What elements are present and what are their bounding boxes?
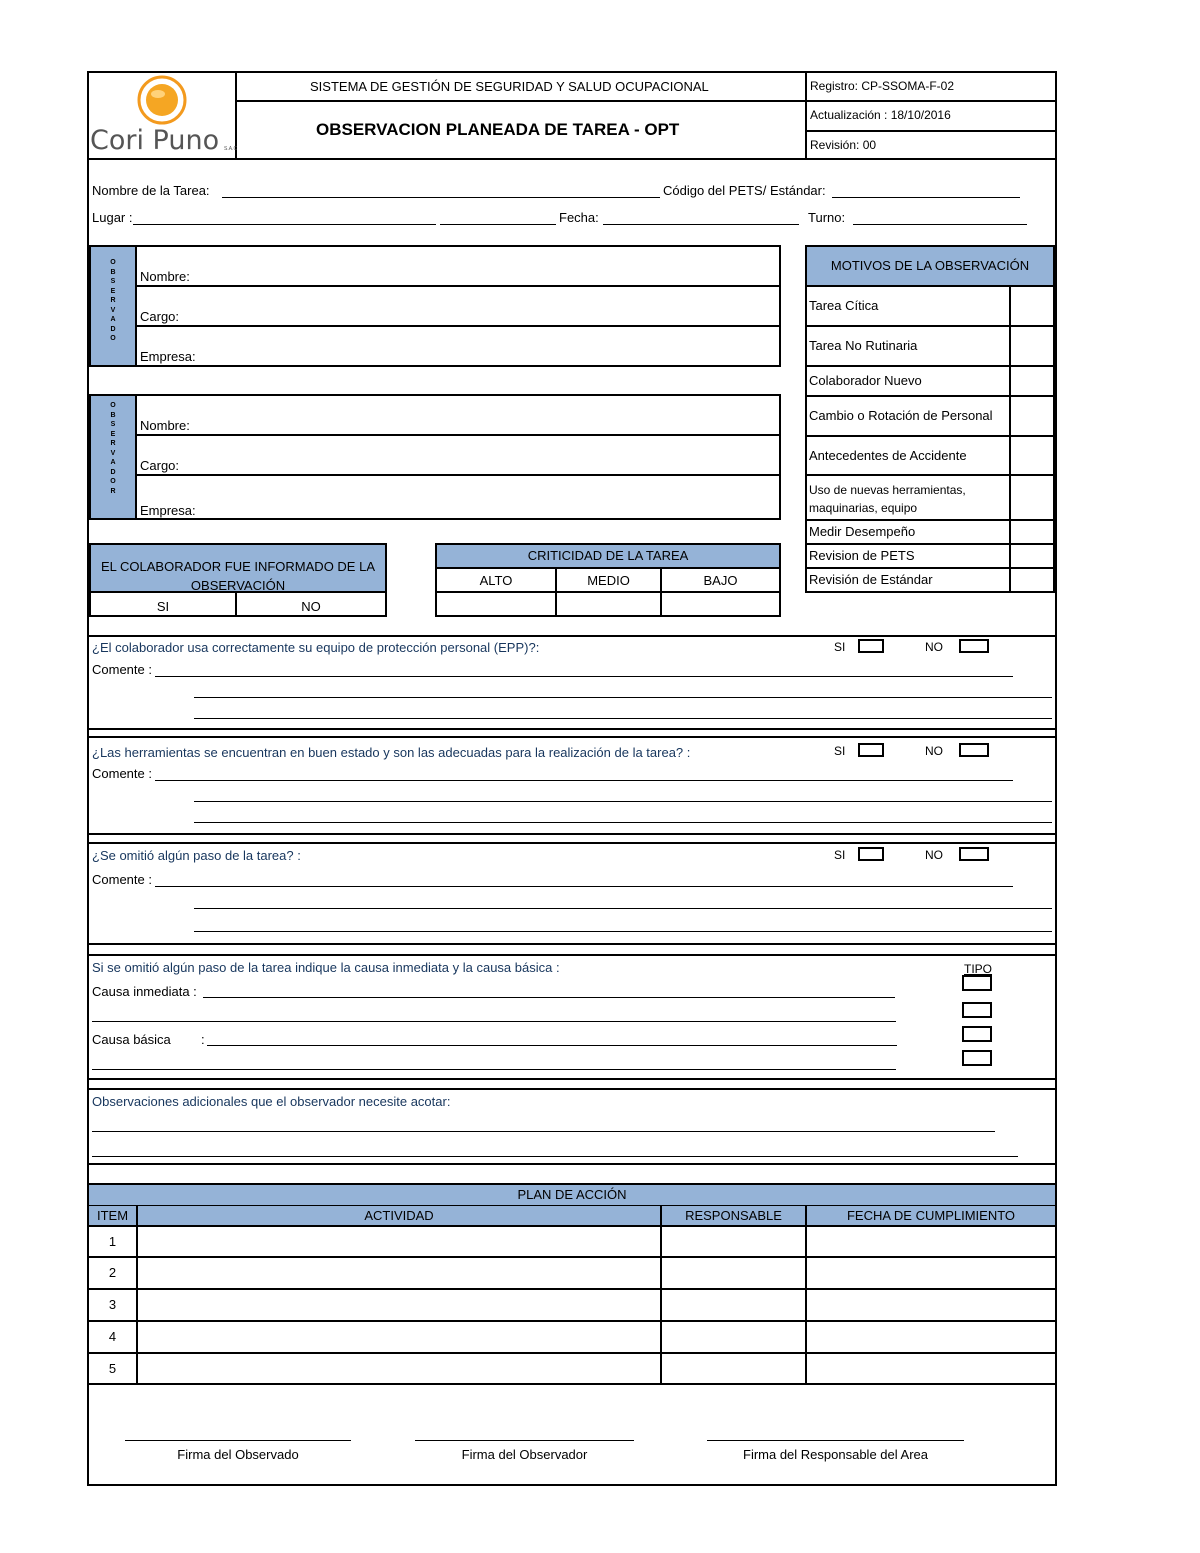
question-epp-no-checkbox[interactable] <box>959 639 989 653</box>
plan-col-responsable: RESPONSABLE <box>685 1208 782 1223</box>
tipo-checkbox[interactable] <box>962 975 992 991</box>
observador-empresa-label: Empresa: <box>140 503 196 518</box>
plan-title: PLAN DE ACCIÓN <box>517 1187 627 1202</box>
motivo-item: Antecedentes de Accidente <box>809 448 967 463</box>
causa-inmediata-line[interactable] <box>92 1021 896 1022</box>
divider <box>87 635 1057 637</box>
divider <box>235 100 1057 102</box>
divider <box>87 1256 1057 1258</box>
divider <box>805 395 1055 397</box>
comment-line[interactable] <box>155 886 1013 887</box>
pets-code-field[interactable] <box>832 197 1020 198</box>
question-omitted-si-label: SI <box>834 848 846 862</box>
criticidad-alto: ALTO <box>479 573 513 588</box>
question-tools: ¿Las herramientas se encuentran en buen estado y son las adecuadas para la realización de la tarea? : <box>92 745 691 760</box>
motivo-check-cell[interactable] <box>1012 368 1053 394</box>
observado-empresa-field[interactable] <box>200 330 775 362</box>
question-epp-si-checkbox[interactable] <box>858 639 884 653</box>
motivo-item: Tarea Cítica <box>809 298 879 313</box>
plan-col-actividad: ACTIVIDAD <box>364 1208 434 1223</box>
divider <box>805 567 1055 569</box>
motivo-item: Revision de PETS <box>809 548 915 563</box>
plan-actividad-cell[interactable] <box>140 1324 658 1350</box>
causa-basica-line[interactable] <box>207 1045 897 1046</box>
divider <box>87 1320 1057 1322</box>
causa-basica-line[interactable] <box>92 1069 896 1070</box>
causa-instruction: Si se omitió algún paso de la tarea indique la causa inmediata y la causa básica : <box>92 960 560 975</box>
question-omitted-no-checkbox[interactable] <box>959 847 989 861</box>
task-name-label: Nombre de la Tarea: <box>92 183 210 198</box>
plan-col-fecha: FECHA DE CUMPLIMIENTO <box>846 1208 1016 1223</box>
observado-empresa-label: Empresa: <box>140 349 196 364</box>
informado-no[interactable]: NO <box>301 599 321 614</box>
divider <box>805 519 1055 521</box>
question-tools-si-checkbox[interactable] <box>858 743 884 757</box>
pets-code-label: Código del PETS/ Estándar: <box>663 183 826 198</box>
divider <box>805 130 1057 132</box>
informado-si[interactable]: SI <box>156 599 170 614</box>
observado-nombre-label: Nombre: <box>140 269 190 284</box>
divider <box>87 1383 1057 1385</box>
motivo-check-cell[interactable] <box>1012 546 1053 566</box>
firma-responsable-label: Firma del Responsable del Area <box>743 1447 928 1462</box>
question-omitted-step: ¿Se omitió algún paso de la tarea? : <box>92 848 301 863</box>
observador-cargo-label: Cargo: <box>140 458 180 473</box>
divider <box>135 474 781 476</box>
plan-col-item: ITEM <box>96 1208 129 1223</box>
tipo-label: TIPO <box>964 962 993 976</box>
company-logo <box>90 74 238 156</box>
observador-empresa-field[interactable] <box>200 479 775 515</box>
comment-line[interactable] <box>194 697 1052 698</box>
divider <box>87 1352 1057 1354</box>
motivo-check-cell[interactable] <box>1012 398 1053 434</box>
date-field[interactable] <box>603 224 799 225</box>
divider <box>87 833 1057 835</box>
shift-label: Turno: <box>808 210 846 225</box>
motivo-check-cell[interactable] <box>1012 288 1053 324</box>
task-name-field[interactable] <box>222 197 660 198</box>
divider <box>87 1088 1057 1090</box>
criticidad-bajo-cell[interactable] <box>663 594 778 614</box>
divider <box>805 543 1055 545</box>
divider <box>89 1205 1055 1206</box>
firma-observador-label: Firma del Observador <box>461 1447 588 1462</box>
observado-cargo-field[interactable] <box>200 290 775 322</box>
comment-line[interactable] <box>155 676 1013 677</box>
plan-actividad-cell[interactable] <box>140 1260 658 1286</box>
plan-row-number: 2 <box>108 1265 117 1280</box>
tipo-checkbox[interactable] <box>962 1002 992 1018</box>
observador-cargo-field[interactable] <box>200 439 775 471</box>
date-label: Fecha: <box>559 210 599 225</box>
observado-nombre-field[interactable] <box>200 250 775 282</box>
motivo-check-cell[interactable] <box>1012 438 1053 473</box>
question-epp: ¿El colaborador usa correctamente su equipo de protección personal (EPP)?: <box>92 640 540 655</box>
observaciones-line[interactable] <box>92 1156 1018 1157</box>
observado-cargo-label: Cargo: <box>140 309 180 324</box>
firma-observado-label: Firma del Observado <box>177 1447 299 1462</box>
system-title: SISTEMA DE GESTIÓN DE SEGURIDAD Y SALUD OCUPACIONAL <box>310 79 709 94</box>
observaciones-line[interactable] <box>92 1131 995 1132</box>
place-field-2[interactable] <box>440 224 556 225</box>
comment-line[interactable] <box>194 718 1052 719</box>
divider <box>87 842 1057 844</box>
motivo-check-cell[interactable] <box>1012 328 1053 364</box>
motivo-item: Tarea No Rutinaria <box>809 338 918 353</box>
criticidad-medio-cell[interactable] <box>558 594 659 614</box>
comment-line[interactable] <box>194 908 1052 909</box>
divider <box>660 1205 662 1384</box>
divider <box>87 158 1057 160</box>
comment-label: Comente : <box>92 662 152 677</box>
divider <box>805 474 1055 476</box>
logo-suffix: S.A.C <box>224 146 238 152</box>
firma-observador-line[interactable] <box>415 1440 634 1441</box>
observador-vertical-text: O B S E R V A D O R <box>110 402 116 495</box>
divider <box>135 285 781 287</box>
plan-row-number: 4 <box>108 1329 117 1344</box>
divider <box>87 943 1057 945</box>
criticidad-bajo: BAJO <box>703 573 738 588</box>
comment-line[interactable] <box>194 931 1052 932</box>
divider <box>136 1205 138 1384</box>
divider <box>87 736 1057 738</box>
logo-sun-icon <box>132 74 192 128</box>
motivo-check-cell[interactable] <box>1012 570 1053 591</box>
actualizacion-date: Actualización : 18/10/2016 <box>810 108 951 122</box>
divider <box>87 954 1057 956</box>
place-label: Lugar : <box>92 210 133 225</box>
divider <box>435 591 781 593</box>
registro-code: Registro: CP-SSOMA-F-02 <box>810 79 955 93</box>
question-tools-si-label: SI <box>834 744 846 758</box>
divider <box>87 1078 1057 1080</box>
question-tools-no-checkbox[interactable] <box>959 743 989 757</box>
divider <box>87 1225 1057 1227</box>
motivo-item: Revisión de Estándar <box>809 572 933 587</box>
firma-responsable-line[interactable] <box>707 1440 964 1441</box>
plan-actividad-cell[interactable] <box>140 1356 658 1381</box>
criticidad-medio: MEDIO <box>587 573 630 588</box>
divider <box>135 245 137 367</box>
revision-number: Revisión: 00 <box>810 138 877 152</box>
comment-label: Comente : <box>92 766 152 781</box>
motivo-item: Cambio o Rotación de Personal <box>809 408 993 423</box>
criticidad-alto-cell[interactable] <box>438 594 554 614</box>
question-omitted-si-checkbox[interactable] <box>858 847 884 861</box>
criticidad-title: CRITICIDAD DE LA TAREA <box>527 548 689 563</box>
causa-inmediata-line[interactable] <box>203 997 895 998</box>
plan-actividad-cell[interactable] <box>140 1229 658 1254</box>
divider <box>135 434 781 436</box>
causa-inmediata-label: Causa inmediata : <box>92 984 197 999</box>
observaciones-label: Observaciones adicionales que el observador necesite acotar: <box>92 1094 451 1109</box>
divider <box>87 1288 1057 1290</box>
tipo-checkbox[interactable] <box>962 1050 992 1066</box>
question-omitted-no-label: NO <box>925 848 943 862</box>
comment-line[interactable] <box>194 801 1052 802</box>
motivo-item: Medir Desempeño <box>809 524 916 539</box>
causa-basica-colon: : <box>201 1032 205 1047</box>
comment-label: Comente : <box>92 872 152 887</box>
observador-nombre-label: Nombre: <box>140 418 190 433</box>
comment-line[interactable] <box>155 780 1013 781</box>
divider <box>135 325 781 327</box>
divider <box>87 1163 1057 1165</box>
observado-vertical-text: O B S E R V A D O <box>110 259 116 342</box>
shift-field[interactable] <box>853 224 1027 225</box>
divider <box>87 728 1057 730</box>
informado-title: EL COLABORADOR FUE INFORMADO DE LA OBSERVACIÓN <box>100 559 375 593</box>
observador-nombre-field[interactable] <box>200 399 775 431</box>
motivo-check-cell[interactable] <box>1012 522 1053 542</box>
divider <box>135 394 137 520</box>
place-field[interactable] <box>133 224 436 225</box>
firma-observado-line[interactable] <box>125 1440 351 1441</box>
plan-row-number: 5 <box>108 1361 117 1376</box>
plan-row-number: 1 <box>108 1234 117 1249</box>
motivo-item: Uso de nuevas herramientas, maquinarias, equipo <box>809 483 966 515</box>
divider <box>805 325 1055 327</box>
plan-row-number: 3 <box>108 1297 117 1312</box>
motivo-check-cell[interactable] <box>1012 477 1053 518</box>
divider <box>805 435 1055 437</box>
divider <box>805 1205 807 1384</box>
divider <box>1009 285 1011 592</box>
plan-actividad-cell[interactable] <box>140 1292 658 1318</box>
divider <box>805 71 807 159</box>
logo-text: Cori Puno <box>90 125 220 156</box>
comment-line[interactable] <box>194 822 1052 823</box>
divider <box>435 567 781 569</box>
causa-basica-label: Causa básica <box>92 1032 171 1047</box>
motivo-item: Colaborador Nuevo <box>809 373 922 388</box>
page-title: OBSERVACION PLANEADA DE TAREA - OPT <box>316 120 680 139</box>
divider <box>805 365 1055 367</box>
divider <box>805 285 1055 287</box>
question-epp-si-label: SI <box>834 640 846 654</box>
divider <box>89 591 387 593</box>
tipo-checkbox[interactable] <box>962 1026 992 1042</box>
motivos-title: MOTIVOS DE LA OBSERVACIÓN <box>830 258 1030 273</box>
question-tools-no-label: NO <box>925 744 943 758</box>
question-epp-no-label: NO <box>925 640 943 654</box>
